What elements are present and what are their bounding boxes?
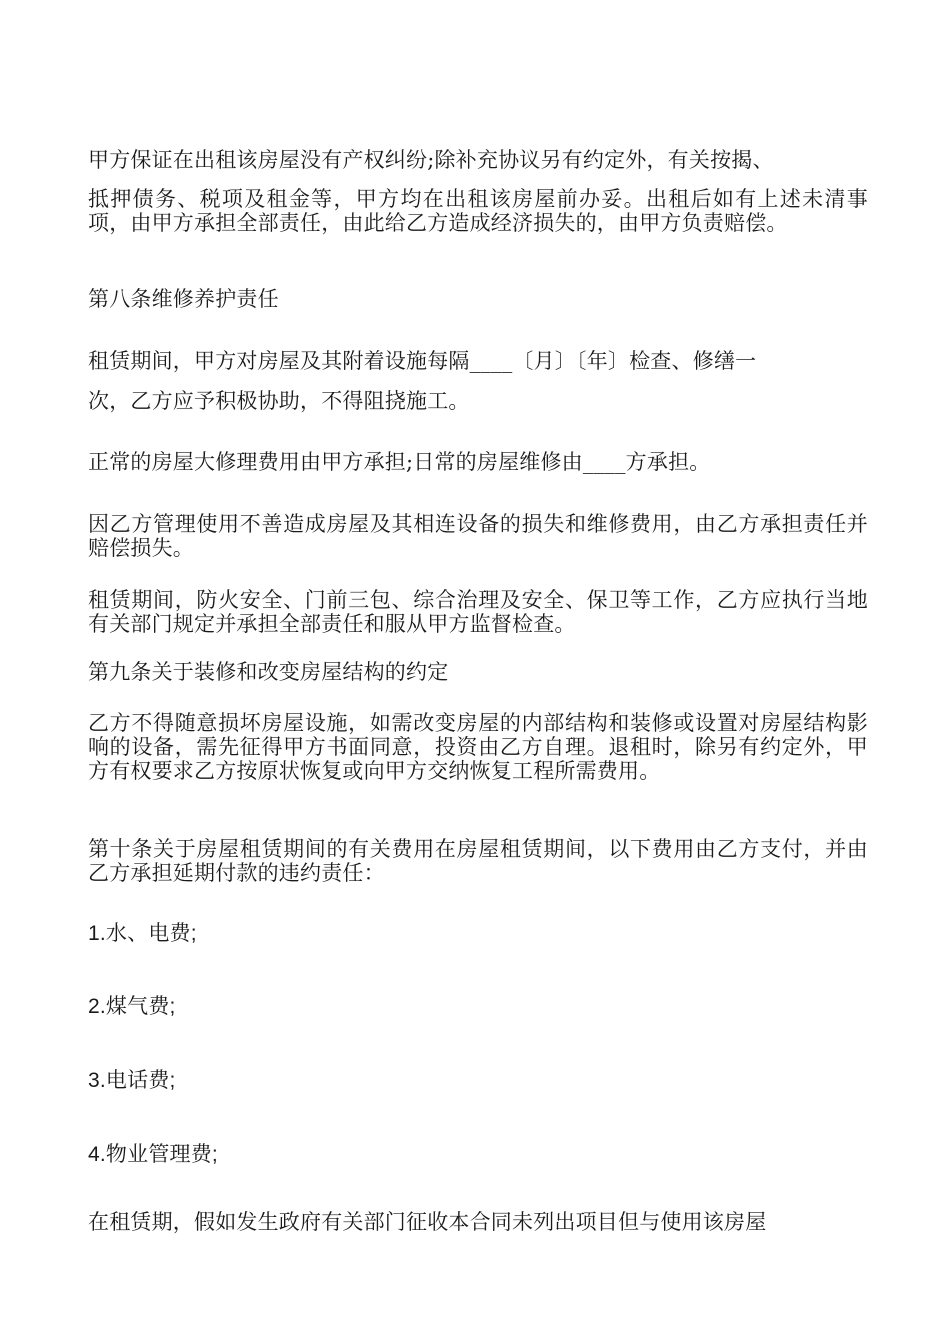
paragraph-fire-safety: 租赁期间，防火安全、门前三包、综合治理及安全、保卫等工作，乙方应执行当地有关部门规定并承担全部责任和服从甲方监督检查。 <box>88 588 868 636</box>
list-item-2: 2.煤气费; <box>88 995 176 1018</box>
paragraph-renovation: 乙方不得随意损坏房屋设施，如需改变房屋的内部结构和装修或设置对房屋结构影响的设备，需先征得甲方书面同意，投资由乙方自理。退租时，除另有约定外，甲方有权要求乙方按原状恢复或向甲方交纳恢复工程所需费用。 <box>88 711 868 783</box>
heading-article-8: 第八条维修养护责任 <box>88 287 279 311</box>
document-page <box>88 0 868 1344</box>
paragraph-guarantee-line1: 甲方保证在出租该房屋没有产权纠纷;除补充协议另有约定外，有关按揭、 <box>88 148 774 172</box>
paragraph-article-10: 第十条关于房屋租赁期间的有关费用在房屋租赁期间，以下费用由乙方支付，并由乙方承担延期付款的违约责任： <box>88 837 868 885</box>
list-item-4: 4.物业管理费; <box>88 1143 218 1166</box>
paragraph-inspection-line2: 次，乙方应予积极协助，不得阻挠施工。 <box>88 389 470 413</box>
heading-article-9: 第九条关于装修和改变房屋结构的约定 <box>88 660 449 684</box>
list-item-1: 1.水、电费; <box>88 922 197 945</box>
paragraph-government-fees: 在租赁期，假如发生政府有关部门征收本合同未列出项目但与使用该房屋 <box>88 1210 767 1234</box>
list-item-3: 3.电话费; <box>88 1069 176 1092</box>
paragraph-damage-liability: 因乙方管理使用不善造成房屋及其相连设备的损失和维修费用，由乙方承担责任并赔偿损失。 <box>88 512 868 560</box>
paragraph-inspection-line1: 租赁期间，甲方对房屋及其附着设施每隔____〔月〕〔年〕检查、修缮一 <box>88 349 757 373</box>
paragraph-repair-cost: 正常的房屋大修理费用由甲方承担;日常的房屋维修由____方承担。 <box>88 450 711 474</box>
paragraph-guarantee-cont: 抵押债务、税项及租金等，甲方均在出租该房屋前办妥。出租后如有上述未清事项，由甲方承担全部责任，由此给乙方造成经济损失的，由甲方负责赔偿。 <box>88 187 868 235</box>
